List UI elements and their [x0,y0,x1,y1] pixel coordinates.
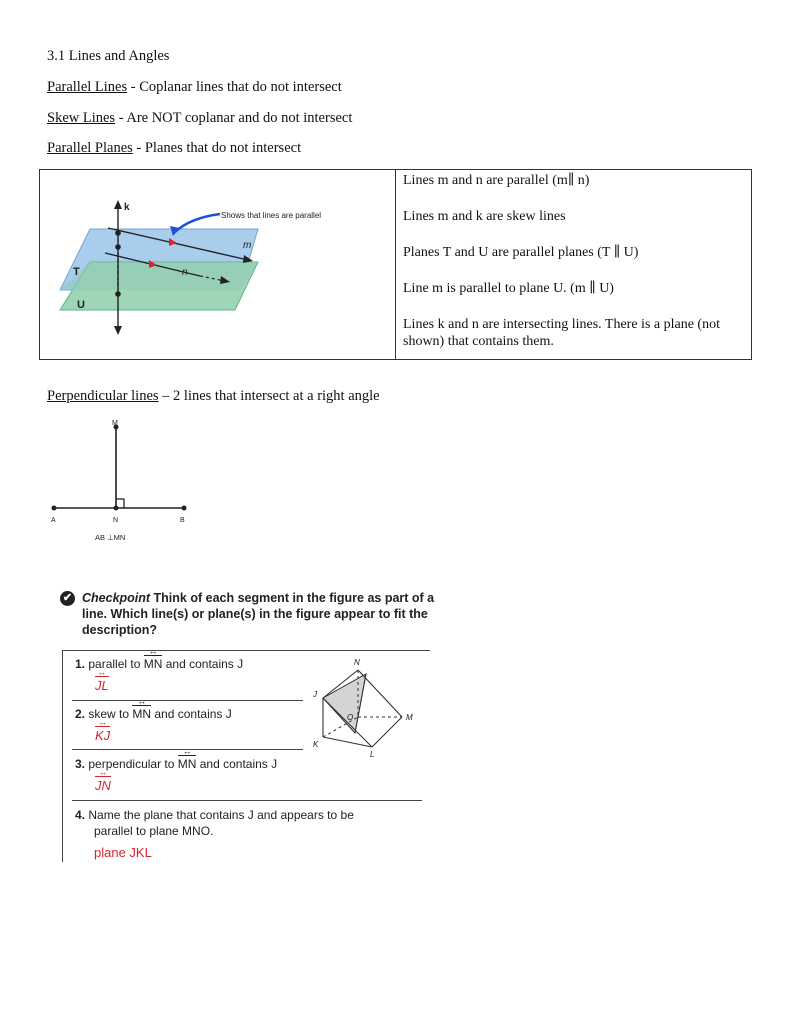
fact-item: Planes T and U are parallel planes (T ∥ U) [403,245,639,260]
checkmark-icon: ✔ [60,591,75,606]
fact-item: Line m is parallel to plane U. (m ∥ U) [403,281,614,296]
label-m: m [243,240,252,251]
line-notation: MN ↔ [132,707,151,721]
term: Perpendicular lines [47,388,159,404]
line-notation: MN ↔ [178,757,197,771]
label-n: n [182,267,188,278]
definition-skew-lines [47,110,352,127]
checkpoint-left-border [62,650,63,862]
question-number: 3. [75,757,86,771]
question-number: 2. [75,707,86,721]
line-k-arrow-down [114,326,122,335]
fact-item: Lines m and k are skew lines [403,209,566,224]
point-b [182,506,187,511]
term: Parallel Planes [47,140,133,156]
answer-line: JN ↔ [95,778,111,793]
callout-label: Shows that lines are parallel [221,211,322,220]
parallel-facts-table [39,169,752,360]
intersection-point-k-m [115,230,121,236]
intersection-point-k-t [115,244,121,250]
label-b: B [180,517,185,524]
question-text: perpendicular to [88,757,178,771]
definition-parallel-lines [47,79,342,96]
definition-text: - Are NOT coplanar and do not intersect [115,110,353,126]
label-plane-t: T [73,266,80,278]
term: Skew Lines [47,110,116,126]
parallel-facts-cell [396,170,752,360]
answer-3 [95,778,111,793]
divider [72,700,303,701]
answer-1 [95,678,109,693]
checkpoint-prompt: Think of each segment in the figure as part of a line. Which line(s) or plane(s) in the figure appear to fit the description? [82,591,435,637]
page-heading: 3.1 Lines and Angles [47,48,170,64]
definition-perpendicular-lines [47,388,380,405]
edge-kl [323,737,372,747]
question-text: parallel to [88,657,144,671]
term: Parallel Lines [47,79,128,95]
label-k: k [124,202,130,213]
question-text: skew to [88,707,133,721]
definition-text: - Planes that do not intersect [132,140,302,156]
label-j: J [313,690,317,699]
checkpoint-header [60,590,440,638]
question-text: Name the plane that contains J and appears to be [88,808,354,822]
answer-line: JL ↔ [95,678,109,693]
question-text: and contains J [196,757,278,771]
question-number: 1. [75,657,86,671]
question-number: 4. [75,808,86,822]
intersection-point-k-u [115,291,121,297]
label-plane-u: U [77,299,85,311]
answer-2 [95,728,110,743]
label-k: K [313,740,319,749]
label-a: A [51,517,56,524]
fact-item: Lines m and n are parallel (m∥ n) [403,173,590,188]
parallel-planes-figure-cell [40,170,396,360]
edge-lm [372,717,402,747]
perpendicular-caption: AB ⊥MN [95,533,126,542]
label-n: N [354,658,360,667]
question-4 [75,807,354,839]
fact-item: Lines k and n are intersecting lines. There is a plane (not shown) that contains them. [403,317,720,349]
prism-figure [310,655,425,760]
perpendicular-figure [40,415,200,550]
divider [62,650,430,651]
answer-line: KJ ↔ [95,728,110,743]
answer-4: plane JKL [94,845,152,860]
definition-text: - Coplanar lines that do not intersect [127,79,342,95]
divider [72,800,422,801]
checkpoint-label: Checkpoint [82,591,151,605]
label-n: N [113,517,119,524]
question-text: and contains J [162,657,244,671]
label-m: M [112,420,118,427]
point-n [114,506,119,511]
line-notation: MN ↔ [144,657,163,671]
label-l: L [370,750,375,759]
label-o: O [347,713,354,722]
definition-text: – 2 lines that intersect at a right angle [158,388,380,404]
point-a [52,506,57,511]
checkpoint-box [60,590,440,638]
definition-parallel-planes [47,140,301,157]
label-m: M [406,713,413,722]
question-text: and contains J [151,707,232,721]
line-k-arrow-up [114,200,122,209]
question-text: parallel to plane MNO. [94,824,214,838]
edge-nm [358,670,402,717]
parallel-planes-figure [40,170,395,354]
